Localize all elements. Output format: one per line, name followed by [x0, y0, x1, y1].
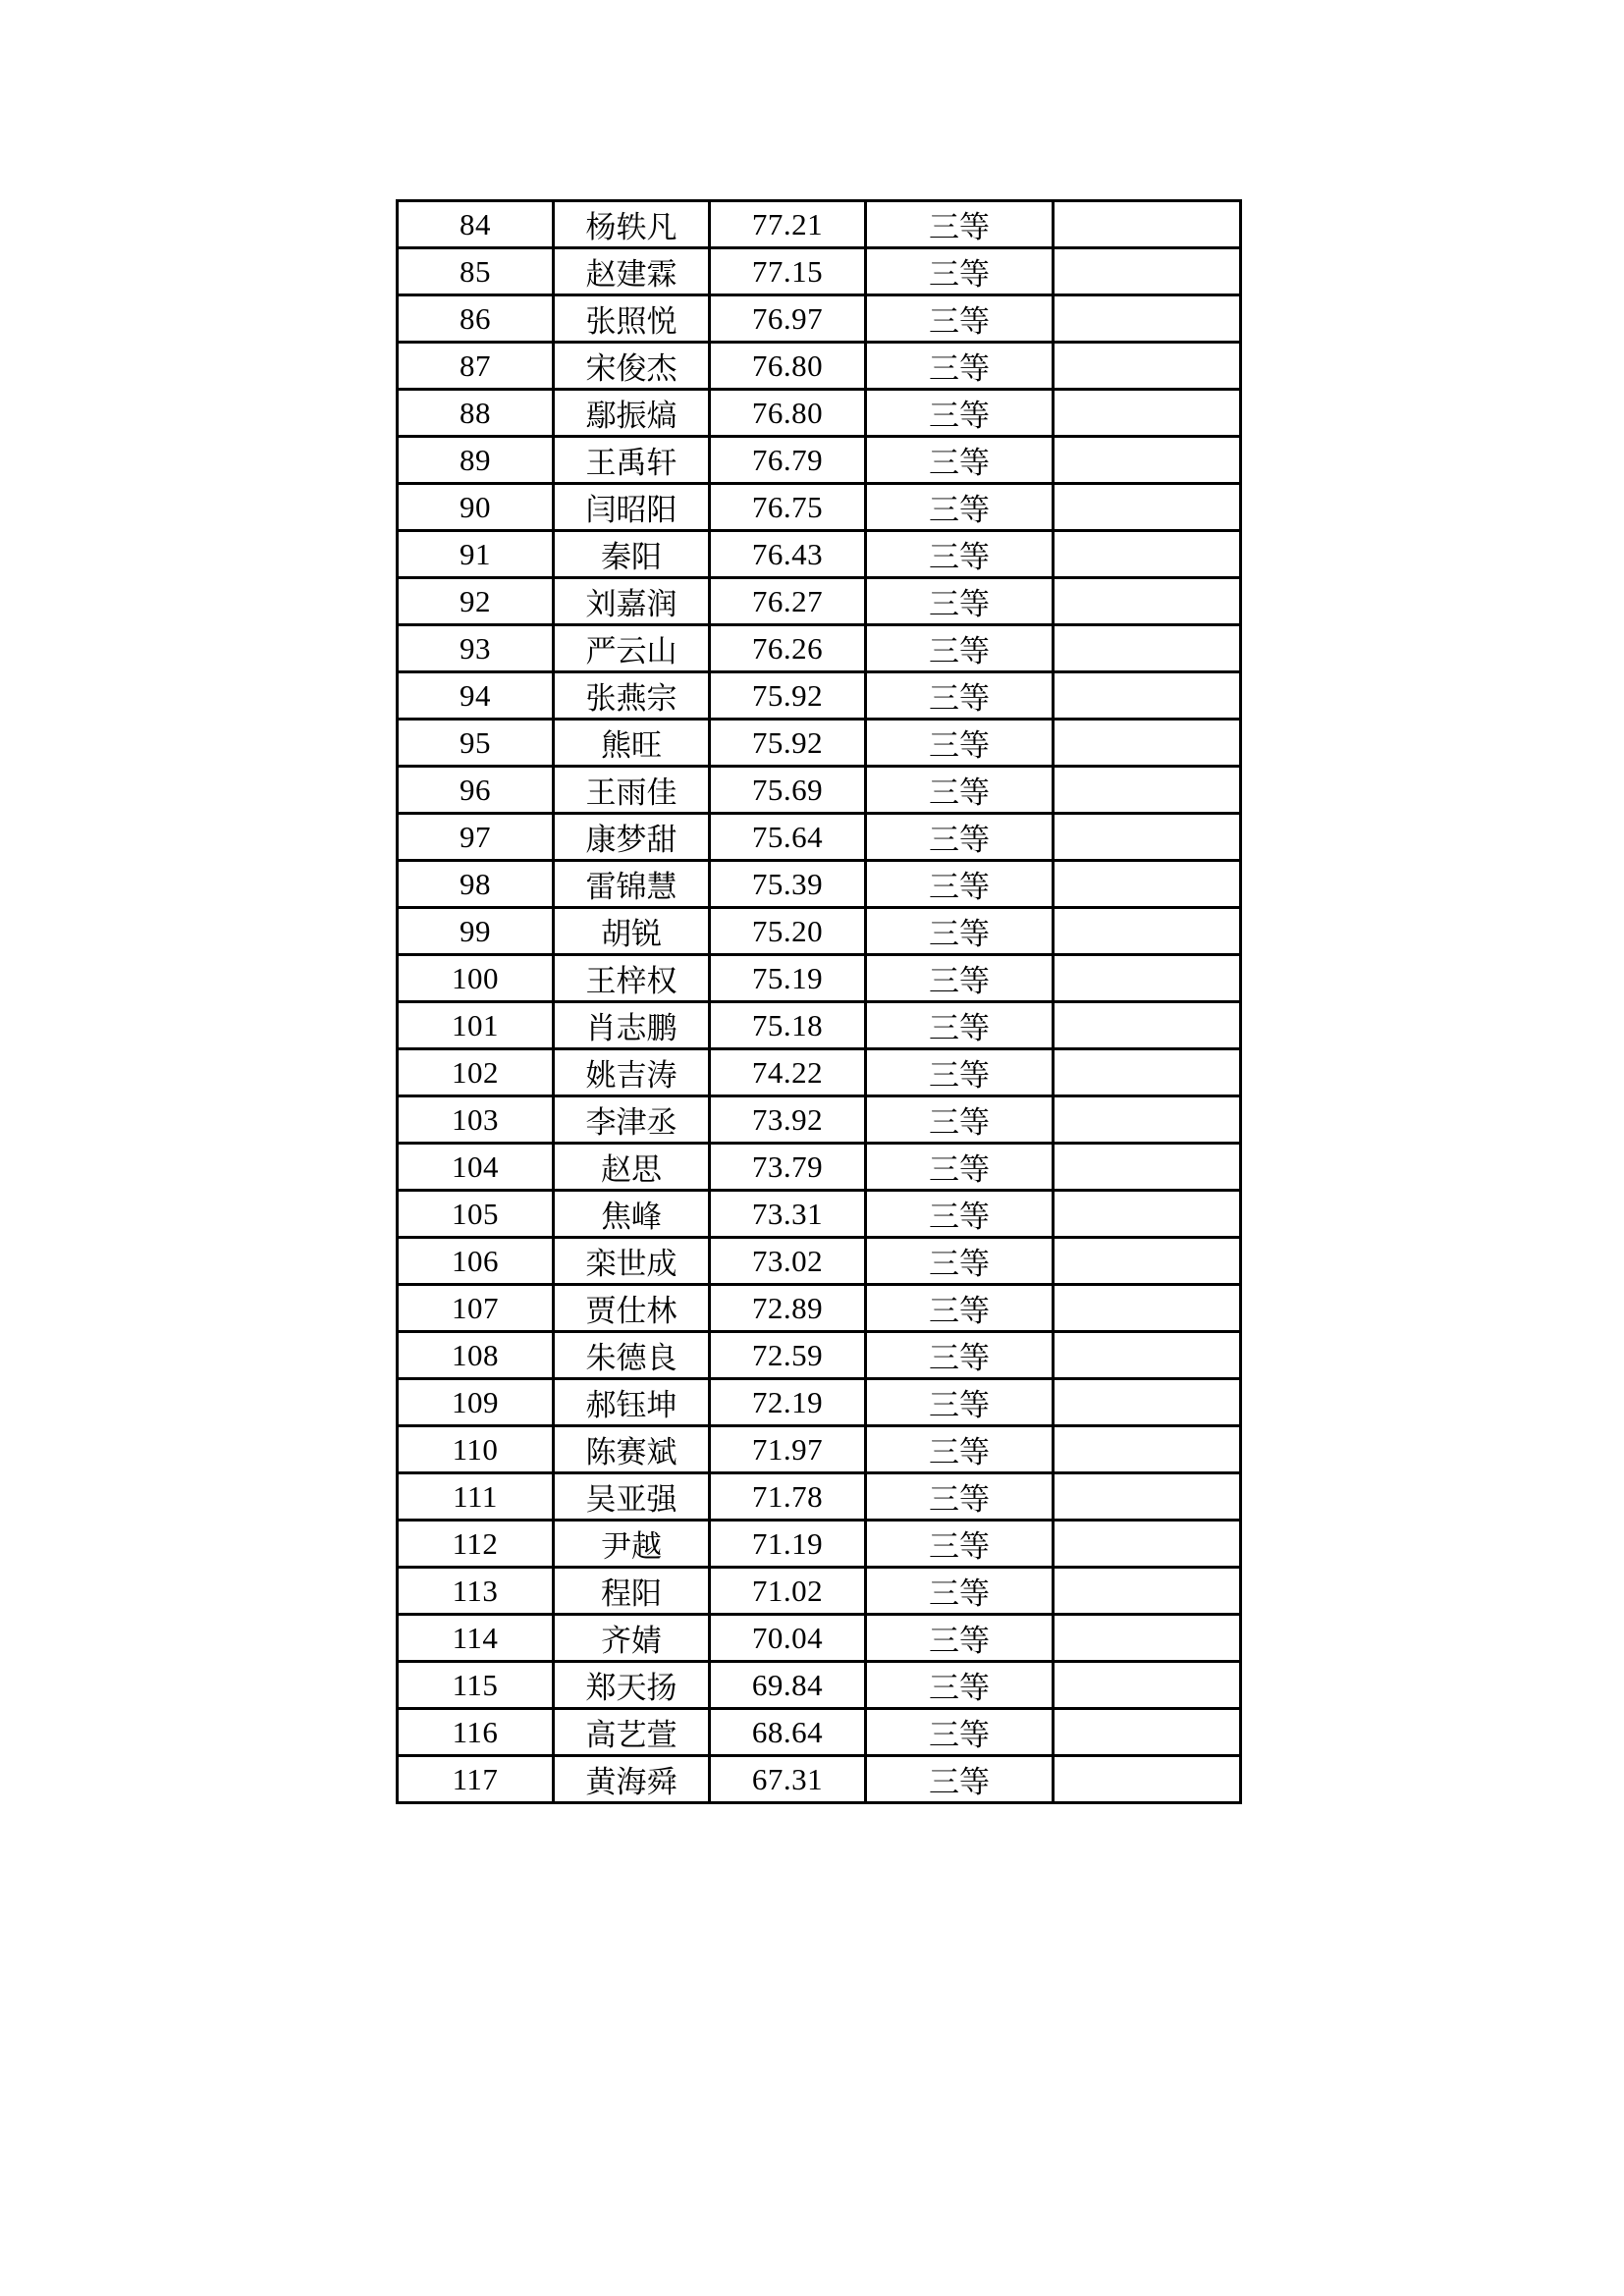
cell-name: 刘嘉润 — [554, 578, 710, 625]
cell-rank: 106 — [398, 1238, 554, 1285]
cell-rank: 109 — [398, 1379, 554, 1426]
table-row — [398, 1756, 1241, 1803]
cell-note — [1054, 437, 1241, 484]
cell-score: 77.21 — [710, 201, 866, 248]
cell-note — [1054, 625, 1241, 672]
cell-name: 秦阳 — [554, 531, 710, 578]
cell-note — [1054, 1191, 1241, 1238]
cell-grade: 三等 — [866, 908, 1054, 955]
cell-name: 焦峰 — [554, 1191, 710, 1238]
cell-score: 67.31 — [710, 1756, 866, 1803]
cell-note — [1054, 390, 1241, 437]
cell-name: 鄢振熇 — [554, 390, 710, 437]
cell-rank: 117 — [398, 1756, 554, 1803]
cell-grade: 三等 — [866, 484, 1054, 531]
cell-grade: 三等 — [866, 1568, 1054, 1615]
cell-grade: 三等 — [866, 1238, 1054, 1285]
cell-grade: 三等 — [866, 1002, 1054, 1049]
cell-rank: 112 — [398, 1521, 554, 1568]
table-row — [398, 814, 1241, 861]
cell-score: 73.31 — [710, 1191, 866, 1238]
table-row — [398, 1238, 1241, 1285]
cell-name: 齐婧 — [554, 1615, 710, 1662]
cell-note — [1054, 484, 1241, 531]
cell-score: 76.26 — [710, 625, 866, 672]
cell-score: 75.64 — [710, 814, 866, 861]
table-row — [398, 861, 1241, 908]
cell-grade: 三等 — [866, 248, 1054, 295]
cell-note — [1054, 1332, 1241, 1379]
table-row — [398, 343, 1241, 390]
table-row — [398, 1568, 1241, 1615]
cell-grade: 三等 — [866, 578, 1054, 625]
table-row — [398, 955, 1241, 1002]
cell-name: 程阳 — [554, 1568, 710, 1615]
cell-note — [1054, 295, 1241, 343]
cell-rank: 103 — [398, 1096, 554, 1144]
cell-note — [1054, 1662, 1241, 1709]
cell-score: 71.78 — [710, 1473, 866, 1521]
cell-grade: 三等 — [866, 625, 1054, 672]
cell-note — [1054, 908, 1241, 955]
cell-score: 75.39 — [710, 861, 866, 908]
cell-grade: 三等 — [866, 1521, 1054, 1568]
table-row — [398, 1662, 1241, 1709]
cell-note — [1054, 1285, 1241, 1332]
cell-score: 76.79 — [710, 437, 866, 484]
cell-grade: 三等 — [866, 1379, 1054, 1426]
cell-name: 肖志鹏 — [554, 1002, 710, 1049]
cell-score: 76.27 — [710, 578, 866, 625]
results-table-body — [398, 201, 1241, 1803]
cell-rank: 111 — [398, 1473, 554, 1521]
cell-name: 康梦甜 — [554, 814, 710, 861]
cell-rank: 89 — [398, 437, 554, 484]
cell-score: 76.43 — [710, 531, 866, 578]
cell-score: 72.89 — [710, 1285, 866, 1332]
cell-name: 熊旺 — [554, 720, 710, 767]
cell-note — [1054, 1521, 1241, 1568]
cell-score: 75.20 — [710, 908, 866, 955]
cell-note — [1054, 814, 1241, 861]
cell-score: 75.92 — [710, 672, 866, 720]
cell-grade: 三等 — [866, 955, 1054, 1002]
table-row — [398, 672, 1241, 720]
cell-name: 黄海舜 — [554, 1756, 710, 1803]
cell-grade: 三等 — [866, 1096, 1054, 1144]
table-row — [398, 1191, 1241, 1238]
cell-score: 73.02 — [710, 1238, 866, 1285]
cell-grade: 三等 — [866, 672, 1054, 720]
cell-score: 70.04 — [710, 1615, 866, 1662]
cell-score: 75.19 — [710, 955, 866, 1002]
cell-name: 吴亚强 — [554, 1473, 710, 1521]
table-row — [398, 1096, 1241, 1144]
cell-grade: 三等 — [866, 1285, 1054, 1332]
cell-name: 王雨佳 — [554, 767, 710, 814]
cell-note — [1054, 531, 1241, 578]
cell-note — [1054, 201, 1241, 248]
cell-note — [1054, 1568, 1241, 1615]
table-row — [398, 767, 1241, 814]
table-row — [398, 437, 1241, 484]
cell-rank: 108 — [398, 1332, 554, 1379]
cell-score: 68.64 — [710, 1709, 866, 1756]
cell-rank: 97 — [398, 814, 554, 861]
cell-rank: 107 — [398, 1285, 554, 1332]
cell-score: 71.02 — [710, 1568, 866, 1615]
cell-score: 76.75 — [710, 484, 866, 531]
cell-name: 朱德良 — [554, 1332, 710, 1379]
cell-grade: 三等 — [866, 1426, 1054, 1473]
cell-grade: 三等 — [866, 1191, 1054, 1238]
cell-note — [1054, 1615, 1241, 1662]
table-row — [398, 1473, 1241, 1521]
cell-rank: 104 — [398, 1144, 554, 1191]
cell-score: 71.97 — [710, 1426, 866, 1473]
results-table — [396, 199, 1242, 1804]
cell-grade: 三等 — [866, 1473, 1054, 1521]
table-row — [398, 1049, 1241, 1096]
cell-score: 74.22 — [710, 1049, 866, 1096]
cell-name: 杨轶凡 — [554, 201, 710, 248]
table-row — [398, 248, 1241, 295]
cell-rank: 95 — [398, 720, 554, 767]
cell-note — [1054, 1144, 1241, 1191]
cell-score: 76.80 — [710, 343, 866, 390]
cell-score: 72.19 — [710, 1379, 866, 1426]
cell-rank: 113 — [398, 1568, 554, 1615]
table-row — [398, 1615, 1241, 1662]
cell-note — [1054, 672, 1241, 720]
cell-rank: 98 — [398, 861, 554, 908]
cell-grade: 三等 — [866, 861, 1054, 908]
cell-rank: 94 — [398, 672, 554, 720]
cell-score: 76.97 — [710, 295, 866, 343]
cell-rank: 87 — [398, 343, 554, 390]
table-row — [398, 484, 1241, 531]
cell-score: 71.19 — [710, 1521, 866, 1568]
cell-note — [1054, 1473, 1241, 1521]
cell-rank: 85 — [398, 248, 554, 295]
cell-rank: 88 — [398, 390, 554, 437]
table-row — [398, 1002, 1241, 1049]
cell-grade: 三等 — [866, 1332, 1054, 1379]
cell-rank: 96 — [398, 767, 554, 814]
cell-name: 赵建霖 — [554, 248, 710, 295]
cell-grade: 三等 — [866, 295, 1054, 343]
cell-name: 尹越 — [554, 1521, 710, 1568]
cell-score: 77.15 — [710, 248, 866, 295]
cell-rank: 116 — [398, 1709, 554, 1756]
cell-name: 姚吉涛 — [554, 1049, 710, 1096]
cell-rank: 93 — [398, 625, 554, 672]
cell-rank: 99 — [398, 908, 554, 955]
table-row — [398, 578, 1241, 625]
cell-name: 高艺萱 — [554, 1709, 710, 1756]
cell-grade: 三等 — [866, 390, 1054, 437]
cell-rank: 114 — [398, 1615, 554, 1662]
cell-note — [1054, 248, 1241, 295]
cell-note — [1054, 1756, 1241, 1803]
cell-score: 73.79 — [710, 1144, 866, 1191]
cell-rank: 105 — [398, 1191, 554, 1238]
cell-name: 张照悦 — [554, 295, 710, 343]
table-row — [398, 1379, 1241, 1426]
table-row — [398, 295, 1241, 343]
cell-note — [1054, 1096, 1241, 1144]
cell-note — [1054, 578, 1241, 625]
cell-grade: 三等 — [866, 767, 1054, 814]
cell-grade: 三等 — [866, 437, 1054, 484]
cell-name: 王梓权 — [554, 955, 710, 1002]
cell-grade: 三等 — [866, 814, 1054, 861]
cell-note — [1054, 1002, 1241, 1049]
cell-name: 郑天扬 — [554, 1662, 710, 1709]
cell-name: 贾仕林 — [554, 1285, 710, 1332]
cell-rank: 86 — [398, 295, 554, 343]
cell-name: 李津丞 — [554, 1096, 710, 1144]
cell-rank: 84 — [398, 201, 554, 248]
table-row — [398, 201, 1241, 248]
cell-score: 75.69 — [710, 767, 866, 814]
table-row — [398, 908, 1241, 955]
cell-note — [1054, 1426, 1241, 1473]
cell-grade: 三等 — [866, 1615, 1054, 1662]
cell-rank: 101 — [398, 1002, 554, 1049]
table-row — [398, 1144, 1241, 1191]
cell-name: 张燕宗 — [554, 672, 710, 720]
cell-note — [1054, 1379, 1241, 1426]
table-row — [398, 1709, 1241, 1756]
cell-note — [1054, 1049, 1241, 1096]
cell-name: 严云山 — [554, 625, 710, 672]
cell-name: 郝钰坤 — [554, 1379, 710, 1426]
cell-name: 雷锦慧 — [554, 861, 710, 908]
cell-grade: 三等 — [866, 1144, 1054, 1191]
cell-name: 王禹轩 — [554, 437, 710, 484]
cell-score: 72.59 — [710, 1332, 866, 1379]
cell-note — [1054, 1709, 1241, 1756]
cell-rank: 90 — [398, 484, 554, 531]
cell-grade: 三等 — [866, 1662, 1054, 1709]
cell-name: 胡锐 — [554, 908, 710, 955]
cell-name: 闫昭阳 — [554, 484, 710, 531]
cell-name: 陈赛斌 — [554, 1426, 710, 1473]
table-row — [398, 1426, 1241, 1473]
cell-note — [1054, 720, 1241, 767]
cell-grade: 三等 — [866, 343, 1054, 390]
cell-score: 75.18 — [710, 1002, 866, 1049]
cell-rank: 92 — [398, 578, 554, 625]
table-row — [398, 1332, 1241, 1379]
cell-grade: 三等 — [866, 1709, 1054, 1756]
table-row — [398, 390, 1241, 437]
cell-name: 宋俊杰 — [554, 343, 710, 390]
cell-note — [1054, 861, 1241, 908]
cell-score: 76.80 — [710, 390, 866, 437]
cell-grade: 三等 — [866, 1756, 1054, 1803]
cell-score: 69.84 — [710, 1662, 866, 1709]
cell-name: 栾世成 — [554, 1238, 710, 1285]
cell-score: 73.92 — [710, 1096, 866, 1144]
cell-rank: 100 — [398, 955, 554, 1002]
table-row — [398, 1285, 1241, 1332]
cell-grade: 三等 — [866, 531, 1054, 578]
cell-score: 75.92 — [710, 720, 866, 767]
cell-grade: 三等 — [866, 1049, 1054, 1096]
cell-rank: 102 — [398, 1049, 554, 1096]
cell-note — [1054, 1238, 1241, 1285]
cell-rank: 115 — [398, 1662, 554, 1709]
cell-grade: 三等 — [866, 720, 1054, 767]
table-row — [398, 625, 1241, 672]
table-row — [398, 720, 1241, 767]
cell-note — [1054, 767, 1241, 814]
cell-note — [1054, 343, 1241, 390]
cell-name: 赵思 — [554, 1144, 710, 1191]
cell-rank: 91 — [398, 531, 554, 578]
table-row — [398, 531, 1241, 578]
cell-grade: 三等 — [866, 201, 1054, 248]
cell-rank: 110 — [398, 1426, 554, 1473]
cell-note — [1054, 955, 1241, 1002]
table-row — [398, 1521, 1241, 1568]
